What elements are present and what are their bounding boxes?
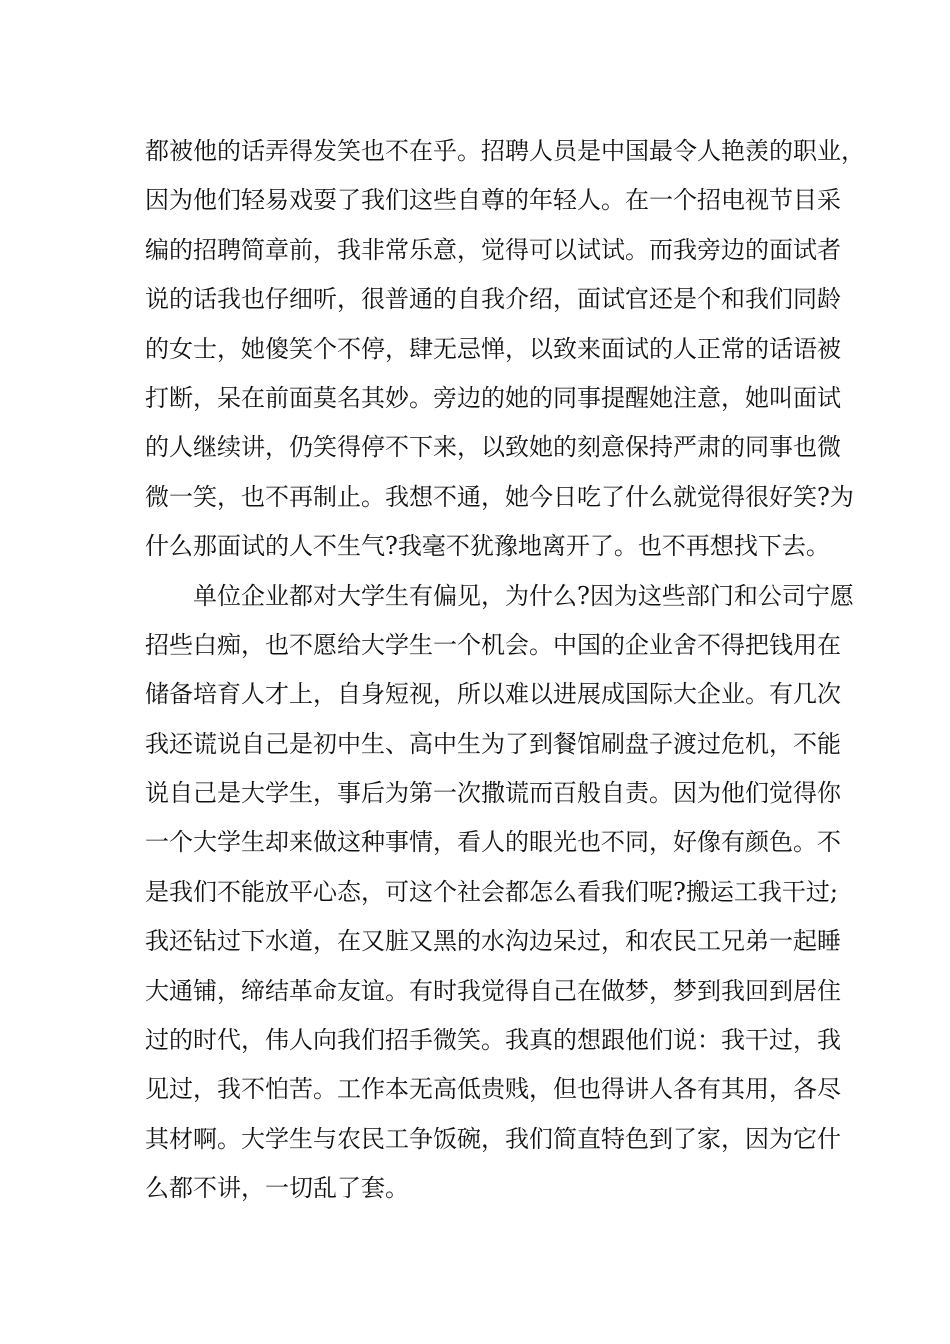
text-line: 打断，呆在前面莫名其妙。旁边的她的同事提醒她注意，她叫面试 [145,383,841,412]
text-line: 其材啊。大学生与农民工争饭碗，我们简直特色到了家，因为它什 [145,1124,841,1153]
text-line: 什么那面试的人不生气?我毫不犹豫地离开了。也不再想找下去。 [145,532,830,561]
text-line: 单位企业都对大学生有偏见，为什么?因为这些部门和公司宁愿 [145,581,854,610]
text-line: 因为他们轻易戏耍了我们这些自尊的年轻人。在一个招电视节目采 [145,186,841,215]
text-line: 么都不讲，一切乱了套。 [145,1174,409,1203]
text-line: 一个大学生却来做这种事情，看人的眼光也不同，好像有颜色。不 [145,828,841,857]
text-line: 储备培育人才上，自身短视，所以难以进展成国际大企业。有几次 [145,680,841,709]
text-line: 是我们不能放平心态，可这个社会都怎么看我们呢?搬运工我干过; [145,877,838,906]
text-line: 微一笑，也不再制止。我想不通，她今日吃了什么就觉得很好笑?为 [145,482,854,511]
text-line: 招些白痴，也不愿给大学生一个机会。中国的企业舍不得把钱用在 [145,630,841,659]
text-line: 我还谎说自己是初中生、高中生为了到餐馆刷盘子渡过危机，不能 [145,729,841,758]
text-line: 编的招聘简章前，我非常乐意，觉得可以试试。而我旁边的面试者 [145,235,841,264]
text-line: 说自己是大学生，事后为第一次撒谎而百般自责。因为他们觉得你 [145,779,841,808]
text-line: 的人继续讲，仍笑得停不下来，以致她的刻意保持严肃的同事也微 [145,433,841,462]
text-line: 都被他的话弄得发笑也不在乎。招聘人员是中国最令人艳羡的职业， [145,137,865,165]
document-body [145,127,865,1214]
text-line: 过的时代，伟人向我们招手微笑。我真的想跟他们说：我干过，我 [145,1026,841,1055]
text-line: 的女士，她傻笑个不停，肆无忌惮，以致来面试的人正常的话语被 [145,334,841,363]
text-line: 见过，我不怕苦。工作本无高低贵贱，但也得讲人各有其用，各尽 [145,1075,841,1104]
text-line: 大通铺，缔结革命友谊。有时我觉得自己在做梦，梦到我回到居住 [145,976,841,1005]
text-line: 说的话我也仔细听，很普通的自我介绍，面试官还是个和我们同龄 [145,285,841,314]
text-line: 我还钻过下水道，在又脏又黑的水沟边呆过，和农民工兄弟一起睡 [145,927,841,956]
